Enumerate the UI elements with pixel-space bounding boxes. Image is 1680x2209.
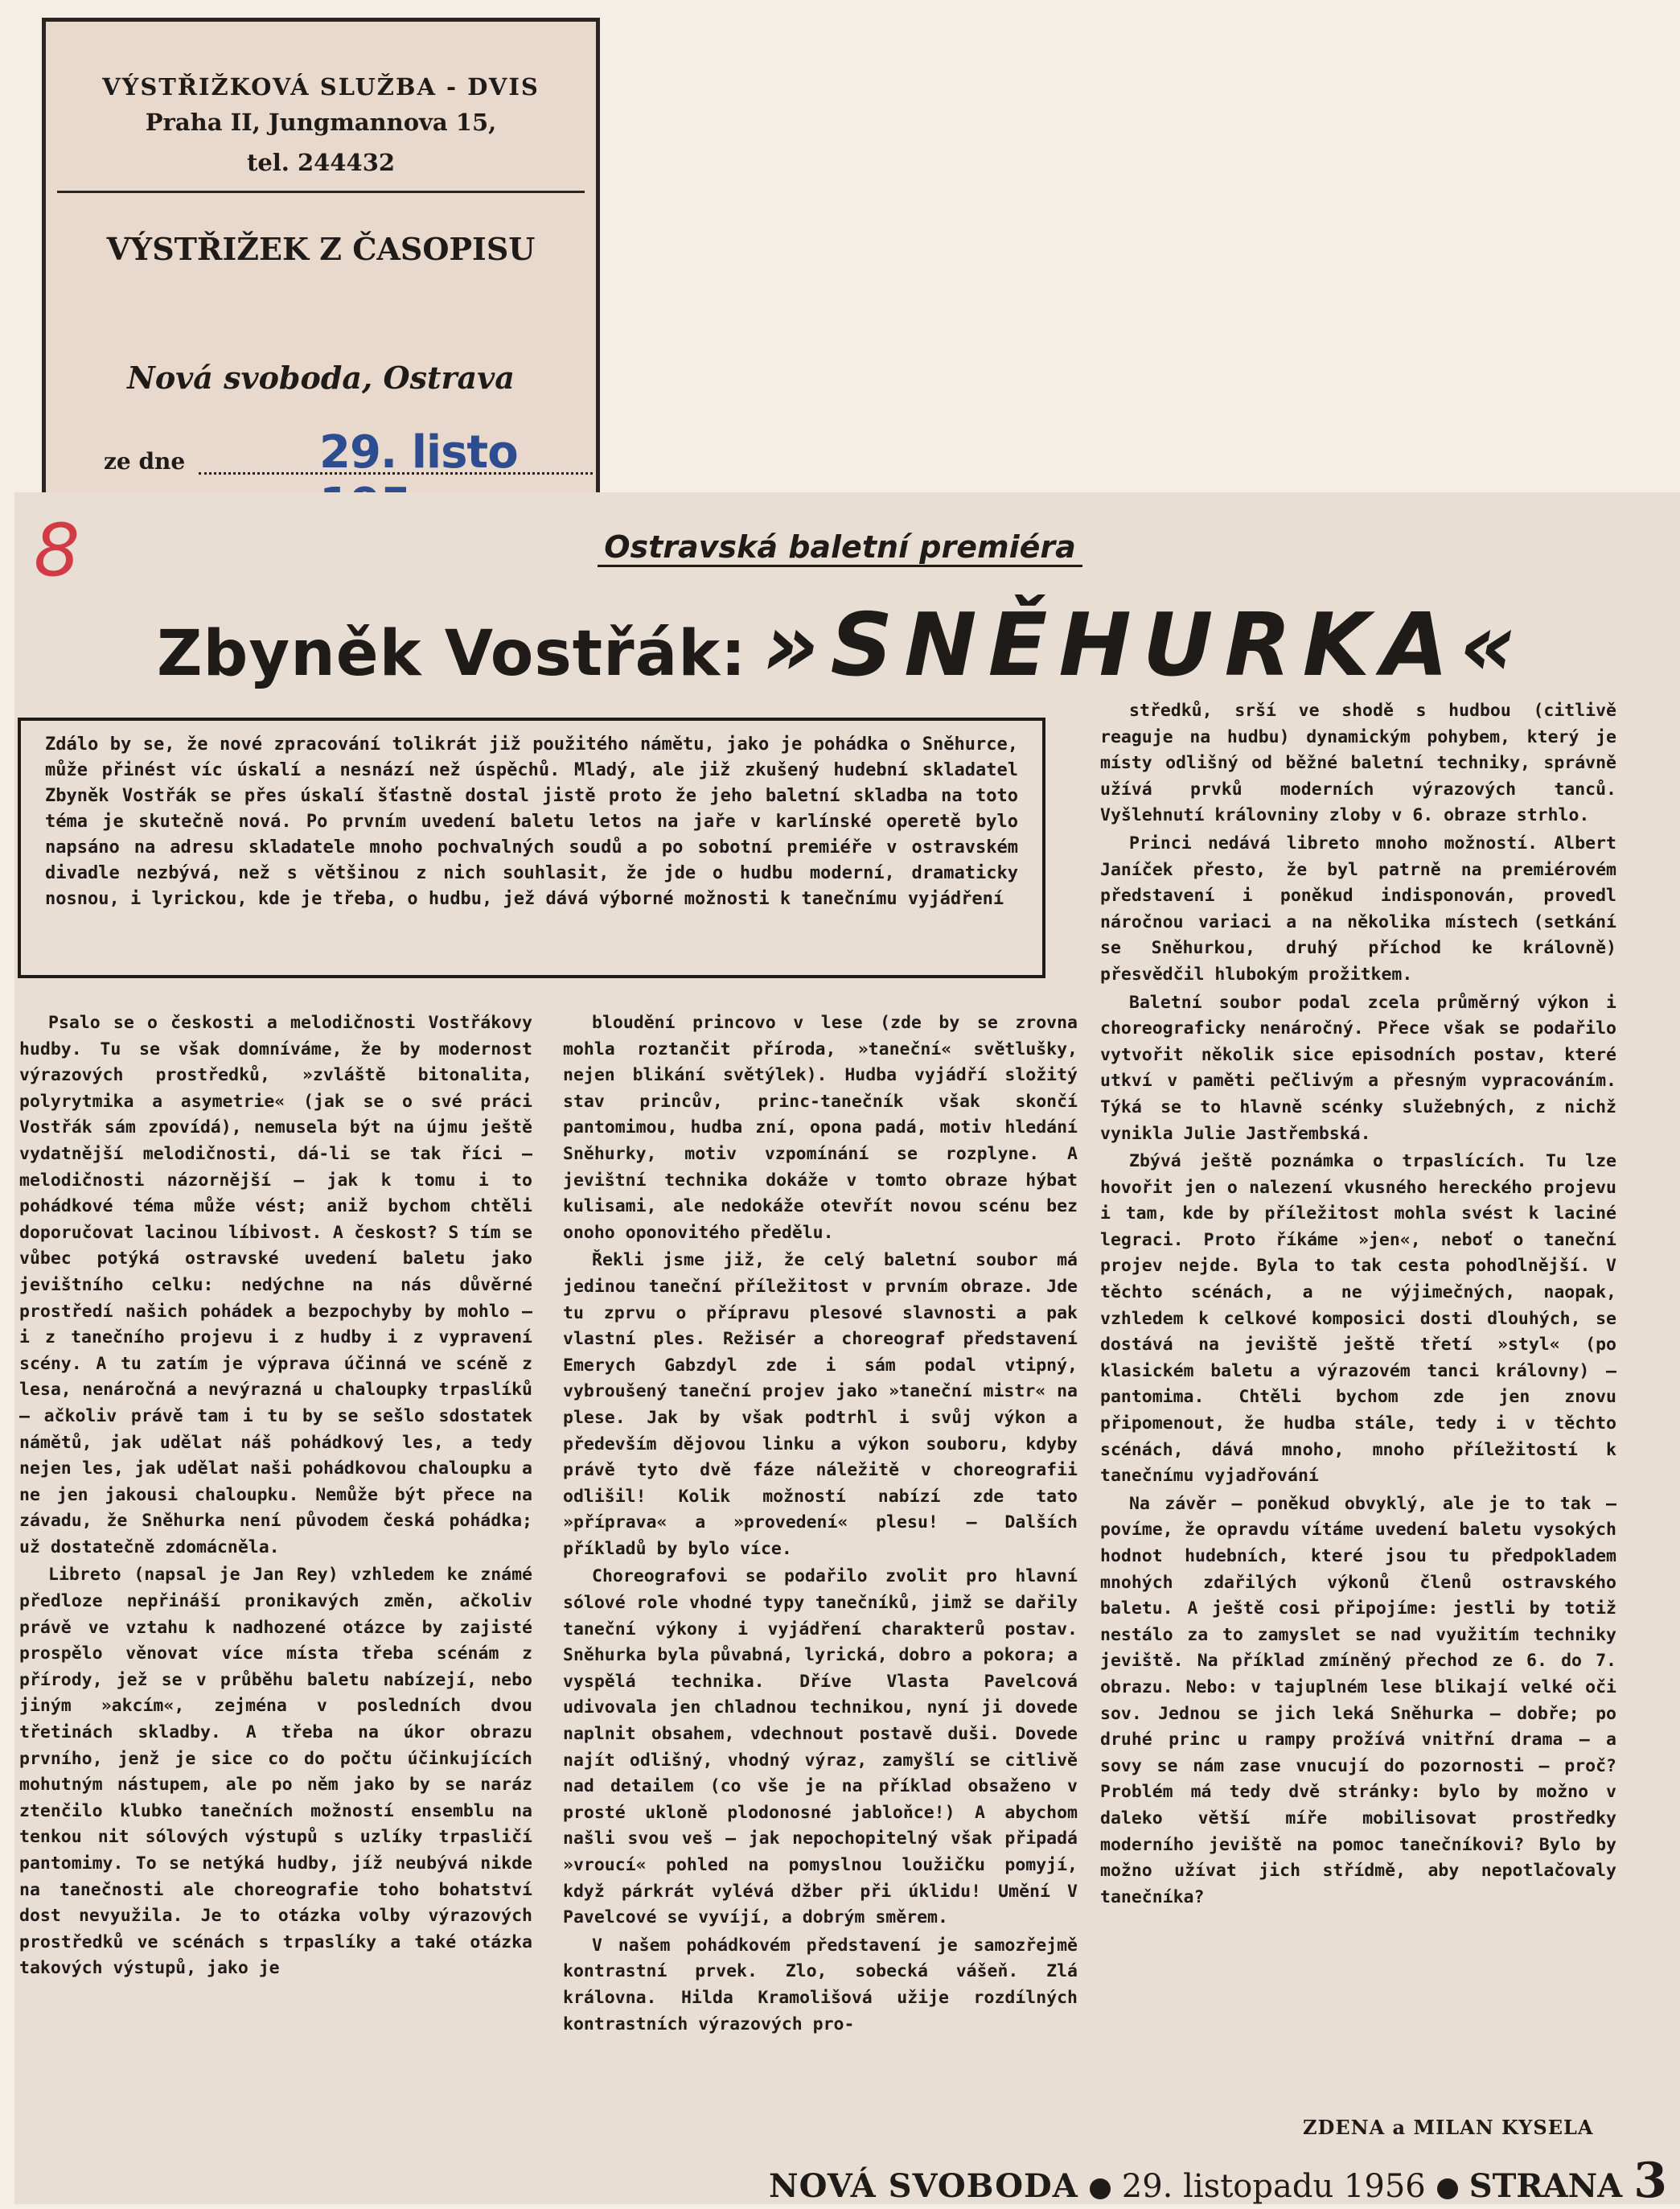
lead-paragraph-box: Zdálo by se, že nové zpracování tolikrát již použitého námětu, jako je pohádka o Sněhurce, může přinést víc úskalí a nesnází než úspěchů. Mladý, ale již zkušený hudební skladatel Zbyněk Vostřák se přes úskalí šťastně dostal jistě proto že jeho baletní skladba na toto téma je skutečně nová. Po prvním uvedení baletu letos na jaře v karlínské operetě bylo napsáno na adresu skladatele mnoho pochvalných soudů a po sobotní premiéře v ostravském divadle nezbývá, než s většinou z nich souhlasit, že jde o hudbu moderní, dramaticky nosnou, i lyrickou, kde je třeba, o hudbu, jež dává výborné možnosti k tanečnímu vyjádření: [18, 718, 1045, 978]
paragraph: Zbývá ještě poznámka o trpaslících. Tu lze hovořit jen o nalezení vkusného hereckého projevu i tam, kde by příležitost mohla svést k laciné legraci. Proto říkáme »jen«, neboť o taneční projev nejde. Byla to tak cesta pohodlnější. V těchto scénách, a ne výjimečných, naopak, vzhledem k celkové komposici dosti dlouhých, se dostává na jeviště ještě třetí »styl« (po klasickém baletu a výrazovém tanci královny) — pantomima. Chtěli bychom zde jen znovu připomenout, že hudba stále, tedy i v těchto scénách, dává mnoho, mnoho příležitostí k tanečnímu vyjadřování: [1100, 1151, 1616, 1487]
paragraph: V našem pohádkovém představení je samozřejmě kontrastní prvek. Zlo, sobecká vášeň. Zlá královna. Hilda Kramolišová užije rozdílných kontrastních výrazových pro-: [563, 1935, 1078, 2034]
slip-date-stamp: 29. listo: [319, 426, 518, 479]
slip-heading: VÝSTŘIŽEK Z ČASOPISU: [106, 231, 536, 267]
paragraph: Baletní soubor podal zcela průměrný výkon i choreograficky nenáročný. Přece však se podařilo vytvořit několik sice episodních postav, které utkví v paměti pečlivým a přesným vypracováním. Týká se to hlavně scénky služebných, z nichž vynikla Julie Jastřembská.: [1100, 992, 1616, 1144]
article-kicker: [0, 529, 1680, 565]
slip-date-label: ze dne: [104, 448, 186, 475]
paragraph: bloudění princovo v lese (zde by se zrovna mohla roztančit příroda, »taneční« světlušky, nejen blikání světýlek). Hudba vyjádří složitý stav princův, princ-tanečník však skončí pantomimou, hudba zní, opona padá, motiv hledání Sněhurky, motiv vzpomínání se rozplyne. A jevištní technika dokáže v tomto obraze hýbat kulisami, ale nedokáže otevřít novou scénu bez onoho oponovitého předělu.: [563, 1013, 1078, 1243]
kicker-text: Ostravská baletní premiéra: [598, 529, 1082, 567]
clipping-service-slip: [42, 18, 600, 497]
headline-title: »SNĚHURKA«: [762, 595, 1528, 696]
bullet-icon: [1437, 2178, 1458, 2199]
paragraph: Libreto (napsal je Jan Rey) vzhledem ke známé předloze nepřináší pronikavých změn, ačkoliv právě ve vztahu k nadhozené otázce by zajisté prospělo věnovat více místa třeba scénám z přírody, jež se v průběhu baletu nabízejí, nebo jiným »akcím«, zejména v posledních dvou třetinách skladby. A třeba na úkor obrazu prvního, jenž je sice co do počtu účinkujících mohutným nástupem, ale po něm jako by se naráz ztenčilo klubko tanečních možností ensemblu na tenkou nit sólových výstupů s uzlíky trpasličí pantomimy. To se netýká hudby, jíž neubývá nikde na tanečnosti ale choreografie toho bohatství dost nevyužila. Je to otázka volby výrazových prostředků ve scénách s trpaslíky a také otázka takových výstupů, jako je: [19, 1565, 532, 1979]
footer-page-number: 3: [1633, 2153, 1667, 2209]
article-column-2: [563, 1010, 1078, 2038]
service-address: Praha II, Jungmannova 15,: [145, 109, 497, 136]
article-headline: [157, 595, 1527, 696]
footer-date: 29. listopadu 1956: [1121, 2168, 1426, 2205]
headline-author: Zbyněk Vostřák:: [157, 618, 747, 690]
article-column-1: [19, 1010, 532, 1982]
paragraph: Choreografovi se podařilo zvolit pro hlavní sólové role vhodné typy tanečníků, jimž se dařily taneční výkony i vyjádření charakterů postav. Sněhurka byla půvabná, lyrická, dobro a pokora; a vyspělá technika. Dříve Vlasta Pavelcová udivovala jen chladnou technikou, nyní ji dovede naplnit obsahem, vdechnout postavě duši. Dovede najít odlišný, vhodný výraz, zamyšlí se citlivě nad detailem (co vše je na příklad obsaženo v prosté ukloně plodonosné jabloňce!) A abychom našli svou veš — jak nepochopitelný však připadá »vroucí« pohled na pomyslnou loužičku pomyjí, když párkrát vylévá džber při úklidu! Umění V Pavelcové se vyvíjí, a dobrým směrem.: [563, 1566, 1078, 1928]
paragraph: Řekli jsme již, že celý baletní soubor má jedinou taneční příležitost v prvním obraze. Jde tu zprvu o přípravu plesové slavnosti a pak vlastní ples. Režisér a choreograf představení Emerych Gabzdyl zde i sám podal vtipný, vybroušený taneční projev jako »taneční mistr« na plese. Jak by však podtrhl i svůj výkon a především dějovou linku a výkon souboru, kdyby právě tyto dvě fáze náležitě v choreografii odlišil! Kolik možností nabízí zde tato »příprava« a »provedení« plesu! — Dalších příkladů by bylo více.: [563, 1250, 1078, 1559]
article-signature: ZDENA a MILAN KYSELA: [1303, 2116, 1594, 2139]
handwritten-number: 8: [34, 508, 80, 593]
service-name: VÝSTŘIŽKOVÁ SLUŽBA - DVIS: [102, 73, 540, 101]
slip-divider: [57, 191, 585, 193]
service-phone: tel. 244432: [246, 149, 396, 176]
footer-page-label: STRANA: [1468, 2167, 1623, 2205]
paragraph: středků, srší ve shodě s hudbou (citlivě reaguje na hudbu) dynamickým pohybem, který je místy odlišný od běžné baletní techniky, správně užívá prvků moderních výrazových tanců. Vyšlehnutí královniny zloby v 6. obraze strhlo.: [1100, 701, 1616, 826]
bullet-icon: [1090, 2178, 1111, 2199]
footer-publication: NOVÁ SVOBODA: [769, 2167, 1078, 2205]
paragraph: Na závěr — poněkud obvyklý, ale je to tak — povíme, že opravdu vítáme uvedení baletu vysokých hodnot hudebních, které jsou tu předpokladem mnohých zdařilých výkonů členů ostravského baletu. A ještě cosi připojíme: jestli by totiž nestálo za to zamyslet se nad využitím techniky jeviště. Na příklad zmíněný přechod ze 6. do 7. obrazu. Nebo: v tajuplném lese blikají velké oči sov. Jednou se jich leká Sněhurka — dobře; po druhé princ u rampy prožívá vnitřní drama — a sovy se nám zase vnucují do pozornosti — proč? Problém má tedy dvě stránky: bylo by možno v daleko větší míře mobilisovat prostředky moderního jeviště na pomoc tanečníkovi? Bylo by možno užívat jich střídmě, aby nepotlačovaly tanečníka?: [1100, 1493, 1616, 1907]
page-footer: [769, 2153, 1667, 2209]
article-column-3: [1100, 698, 1616, 1911]
paragraph: Princi nedává libreto mnoho možností. Albert Janíček přesto, že byl patrně na premiérovém představení i poněkud indisponován, provedl náročnou variaci a na několika místech (setkání se Sněhurkou, druhý příchod ke královně) přesvědčil hlubokým prožitkem.: [1100, 833, 1616, 985]
slip-source: Nová svoboda, Ostrava: [127, 360, 515, 396]
paragraph: Psalo se o českosti a melodičnosti Vostřákovy hudby. Tu se však domníváme, že by modernost výrazových prostředků, »zvláště bitonalita, polyrytmika a asymetrie« (jak se o své práci Vostřák sám zpovídá), nemusela být na újmu ještě vydatnější melodičnosti, dá-li se tak říci — melodičnosti názornější — jak k tomu i to pohádkové téma může vést; aniž bychom chtěli doporučovat lacinou líbivost. A českost? S tím se vůbec potýká ostravské uvedení baletu jako jevištního celku: nedýchne na nás důvěrné prostředí našich pohádek a bezpochyby by mohlo — i z tanečního projevu i z hudby i z vypravení scény. A tu zatím je výprava účinná ve scéně z lesa, nenáročná a nevýrazná u chaloupky trpaslíků — ačkoliv právě tam i tu by se sešlo sdostatek námětů, jak udělat náš pohádkový les, a tedy nejen les, jak udělat naši pohádkovou chaloupku a ne jen jakousi chaloupku. Nemůže být přece na závadu, že Sněhurka není původem česká pohádka; už dostatečně zdomácněla.: [19, 1013, 532, 1557]
